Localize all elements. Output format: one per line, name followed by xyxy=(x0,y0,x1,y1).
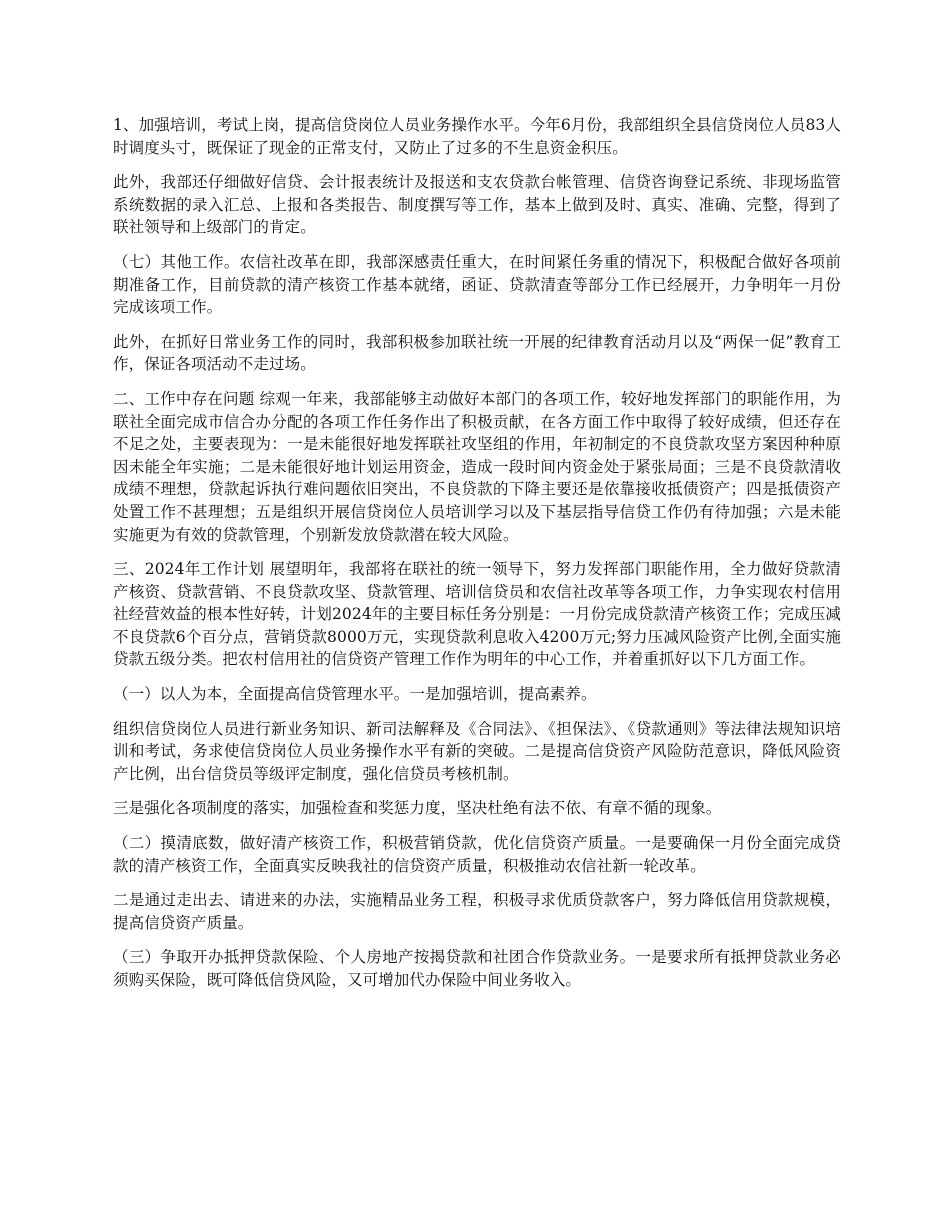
document-body xyxy=(113,114,841,1004)
paragraph-training: 1、加强培训，考试上岗，提高信贷岗位人员业务操作水平。今年6月份，我部组织全县信贷岗位人员83人时调度头寸，既保证了现金的正常支付，又防止了过多的不生息资金积压。 xyxy=(113,116,841,157)
paragraph-reporting: 此外，我部还仔细做好信贷、会计报表统计及报送和支农贷款台帐管理、信贷咨询登记系统、非现场监管系统数据的录入汇总、上报和各类报告、制度撰写等工作，基本上做到及时、真实、准确、完整，得到了联社领导和上级部门的肯定。 xyxy=(113,173,841,237)
paragraph-plan-item-2: （二）摸清底数，做好清产核资工作，积极营销贷款，优化信贷资产质量。一是要确保一月份全面完成贷款的清产核资工作，全面真实反映我社的信贷资产质量，积极推动农信社新一轮改革。 xyxy=(113,834,841,875)
paragraph-plan-item-1: （一）以人为本，全面提高信贷管理水平。一是加强培训，提高素养。 xyxy=(113,685,597,704)
paragraph-other-work: （七）其他工作。农信社改革在即，我部深感责任重大，在时间紧任务重的情况下，积极配合做好各项前期准备工作，目前贷款的清产核资工作基本就绪，函证、贷款清查等部分工作已经展开，力争明年一月份完成该项工作。 xyxy=(113,252,841,317)
paragraph-plan-item-1-detail: 组织信贷岗位人员进行新业务知识、新司法解释及《合同法》、《担保法》、《贷款通则》等法律法规知识培训和考试，务求使信贷岗位人员业务操作水平有新的突破。二是提高信贷资产风险防范意识，降低风险资产比例，出台信贷员等级评定制度，强化信贷员考核机制。 xyxy=(113,719,841,783)
paragraph-problems: 二、工作中存在问题 综观一年来，我部能够主动做好本部门的各项工作，较好地发挥部门的职能作用，为联社全面完成市信合办分配的各项工作任务作出了积极贡献，在各方面工作中取得了较好成绩，但还存在不足之处，主要表现为：一是未能很好地发挥联社攻坚组的作用，年初制定的不良贷款攻坚方案因种种原因未能全年实施；二是未能很好地计划运用资金，造成一段时间内资金处于紧张局面；三是不良贷款清收成绩不理想，贷款起诉执行难问题依旧突出，不良贷款的下降主要还是依靠接收抵债资产；四是抵债资产处置工作不甚理想；五是组织开展信贷岗位人员培训学习以及下基层指导信贷工作仍有待加强；六是未能实施更为有效的贷款管理，个别新发放贷款潜在较大风险。 xyxy=(113,389,841,544)
paragraph-work-plan: 三、2024年工作计划 展望明年，我部将在联社的统一领导下，努力发挥部门职能作用，全力做好贷款清产核资、贷款营销、不良贷款攻坚、贷款管理、培训信贷员和农信社改革等各项工作，力争实现农村信用社经营效益的根本性好转，计划2024年的主要目标任务分别是：一月份完成贷款清产核资工作；完成压减不良贷款6个百分点，营销贷款8000万元，实现贷款利息收入4200万元;努力压减风险资产比例,全面实施贷款五级分类。把农村信用社的信贷资产管理工作作为明年的中心工作，并着重抓好以下几方面工作。 xyxy=(113,560,841,669)
paragraph-discipline-education: 此外，在抓好日常业务工作的同时，我部积极参加联社统一开展的纪律教育活动月以及“两保一促”教育工作，保证各项活动不走过场。 xyxy=(113,332,841,374)
paragraph-plan-item-2-detail: 二是通过走出去、请进来的办法，实施精品业务工程，积极寻求优质贷款客户，努力降低信用贷款规模，提高信贷资产质量。 xyxy=(113,891,841,932)
paragraph-plan-item-1-rules: 三是强化各项制度的落实，加强检查和奖惩力度，坚决杜绝有法不依、有章不循的现象。 xyxy=(113,799,722,818)
paragraph-plan-item-3: （三）争取开办抵押贷款保险、个人房地产按揭贷款和社团合作贷款业务。一是要求所有抵押贷款业务必须购买保险，既可降低信贷风险，又可增加代办保险中间业务收入。 xyxy=(113,948,841,989)
